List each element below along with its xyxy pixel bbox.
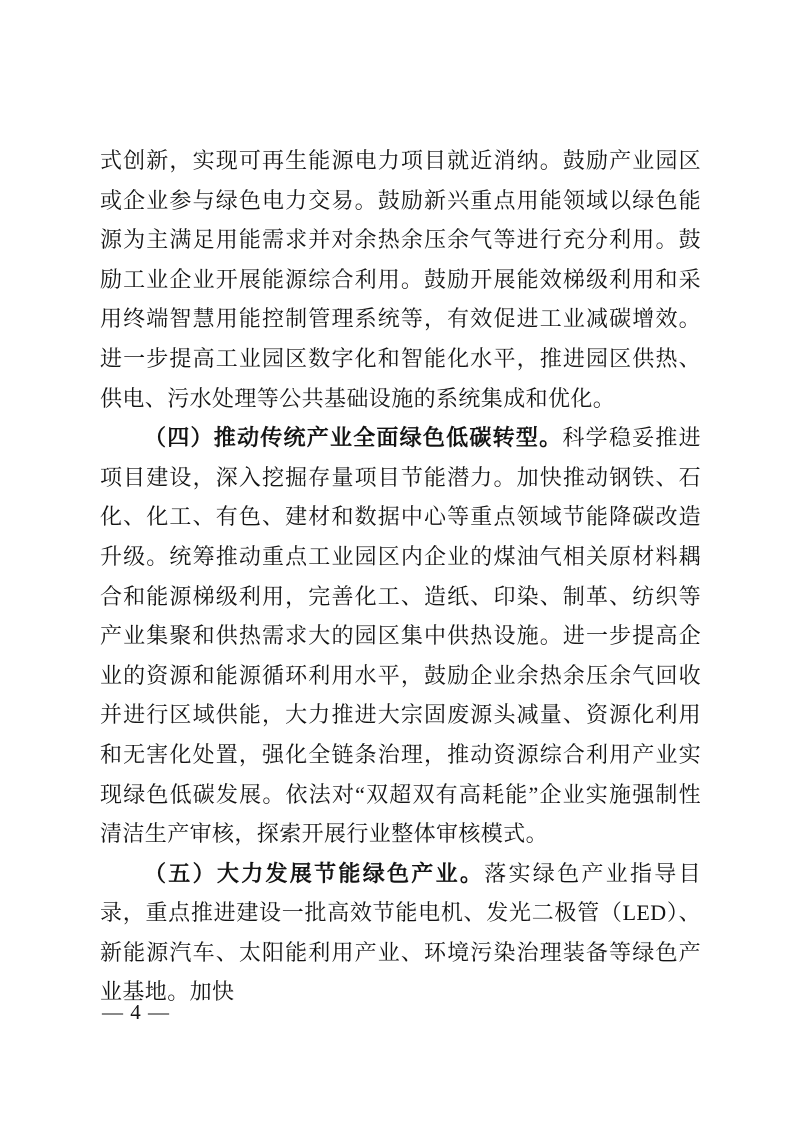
paragraph-text: 式创新，实现可再生能源电力项目就近消纳。鼓励产业园区或企业参与绿色电力交易。鼓励新兴重点用能领域以绿色能源为主满足用能需求并对余热余压余气等进行充分利用。鼓励工业企业开展能源综合利用。鼓励开展能效梯级利用和采用终端智慧用能控制管理系统等，有效促进工业减碳增效。进一步提高工业园区数字化和智能化水平，推进园区供热、供电、污水处理等公共基础设施的系统集成和优化。: [100, 148, 701, 411]
paragraph-section-5: [100, 854, 701, 1012]
paragraph-section-4: [100, 418, 701, 854]
document-body: [100, 141, 701, 1012]
paragraph-continuation: [100, 141, 701, 418]
page-number: — 4 —: [102, 1000, 170, 1024]
section-4-heading: （四）推动传统产业全面绿色低碳转型。: [144, 425, 563, 451]
paragraph-text: 科学稳妥推进项目建设，深入挖掘存量项目节能潜力。加快推动钢铁、石化、化工、有色、建材和数据中心等重点领域节能降碳改造升级。统筹推动重点工业园区内企业的煤油气相关原材料耦合和能源梯级利用，完善化工、造纸、印染、制革、纺织等产业集聚和供热需求大的园区集中供热设施。进一步提高企业的资源和能源循环利用水平，鼓励企业余热余压余气回收并进行区域供能，大力推进大宗固废源头减量、资源化利用和无害化处置，强化全链条治理，推动资源综合利用产业实现绿色低碳发展。依法对“双超双有高耗能”企业实施强制性清洁生产审核，探索开展行业整体审核模式。: [100, 425, 702, 847]
section-5-heading: （五）大力发展节能绿色产业。: [144, 860, 485, 886]
paragraph-text: 落实绿色产业指导目录，重点推进建设一批高效节能电机、发光二极管（LED）、新能源汽车、太阳能利用产业、环境污染治理装备等绿色产业基地。加快: [100, 860, 701, 1005]
